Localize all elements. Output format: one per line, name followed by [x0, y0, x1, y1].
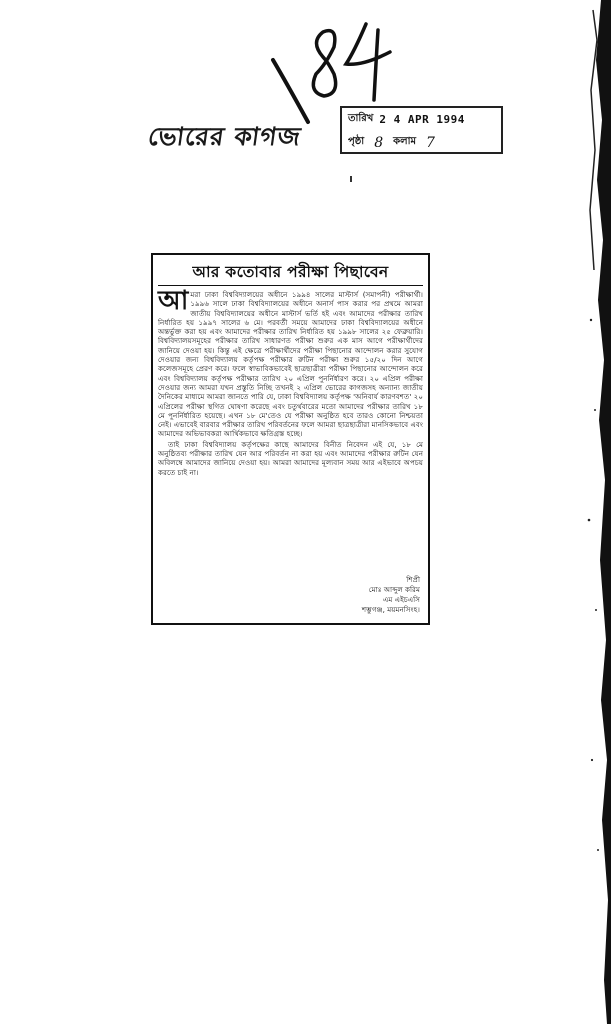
stamp-date-value: 2 4 APR 1994	[379, 113, 465, 126]
stamp-page-value: 8	[374, 134, 384, 151]
article-drop-cap: আ	[158, 286, 189, 316]
stamp-page-label: পৃষ্ঠা	[348, 136, 365, 147]
signature-address: শম্ভুগঞ্জ, ময়মনসিংহ।	[361, 605, 420, 614]
newspaper-clipping	[151, 253, 430, 625]
signature-degree: এম এইচএসি	[382, 595, 420, 604]
stamp-column-label: কলাম	[393, 136, 417, 147]
article-paragraph-2: তাই ঢাকা বিশ্ববিদ্যালয় কর্তৃপক্ষের কাছে আমাদের বিনীত নিবেদন এই যে, ১৮ মে অনুষ্ঠিতব্য পরীক্ষার তারিখ যেন আর পরিবর্তন না করা হয় এবং আমাদের পরীক্ষার রুটিন যেন অবিলম্বে আমাদের জানিয়ে দেওয়া হয়। আমরা আমাদের মূল্যবান সময় আর এইভাবে অপচয় করতে চাই না।	[158, 439, 423, 477]
article-body	[158, 286, 423, 477]
article-paragraph-1	[158, 286, 423, 439]
scan-edge-noise	[571, 0, 611, 1024]
date-stamp	[340, 106, 503, 154]
article-headline: আর কতোবার পরীক্ষা পিছাবেন	[158, 261, 423, 286]
signature-prefix: শিপ্রী	[406, 575, 420, 584]
letter-signature	[362, 575, 420, 615]
signature-name: মোঃ আব্দুল করিম	[368, 585, 420, 594]
stamp-date-label: তারিখ	[348, 113, 374, 124]
stamp-column-value: 7	[426, 134, 435, 151]
scan-speck	[350, 176, 352, 182]
article-paragraph-1-text: মরা ঢাকা বিশ্ববিদ্যালয়ের অধীনে ১৯৯৪ সালের মাস্টার্স (সমাপনী) পরীক্ষার্থী। ১৯৯৬ সালে ঢাকা বিশ্ববিদ্যালয়ের অধীনে অনার্স পাস করার পর প্রথমে আমরা জাতীয় বিশ্ববিদ্যালয়ের অধীনে মাস্টার্স ভর্তি হই এবং আমাদের পরীক্ষার তারিখ নির্ধারিত হয় ১৯৯৭ সালের ৬ মে। পরবর্তী সময়ে আমাদের ঢাকা বিশ্ববিদ্যালয়ের অধীনে অন্তর্ভুক্ত করা হয় এবং আমাদের পরীক্ষার তারিখ নির্ধারিত হয় ১৯৯৮ সালের ২৫ ফেব্রুয়ারি। বিশ্ববিদ্যালয়সমূহের পরীক্ষার তারিখ সাধারণত পরীক্ষা শুরুর এক মাস আগে পরীক্ষার্থীদের জানিয়ে দেওয়া হয়। কিন্তু এই ক্ষেত্রে পরীক্ষার্থীদের পরীক্ষা পিছানোর আন্দোলন করার সুযোগ দেওয়ার জন্য বিশ্ববিদ্যালয় কর্তৃপক্ষ পরীক্ষার রুটিন পরীক্ষা শুরুর ১৫/২০ দিন আগে কলেজসমূহে প্রেরণ করে। ফলে স্বাভাবিকভাবেই ছাত্রছাত্রীরা পরীক্ষা পিছানোর আন্দোলন করে এবং বিশ্ববিদ্যালয় কর্তৃপক্ষ পরীক্ষার তারিখ ২০ এপ্রিল পুনর্নির্ধারণ করে। ২০ এপ্রিল পরীক্ষা দেওয়ার জন্য আমরা যখন প্রস্তুতি নিচ্ছি তখনই ২ এপ্রিল ভোরের কাগজসহ অন্যান্য জাতীয় দৈনিকের মাধ্যমে আমরা জানতে পারি যে, ঢাকা বিশ্ববিদ্যালয় কর্তৃপক্ষ 'অনিবার্য কারণবশত' ২০ এপ্রিলের পরীক্ষা স্থগিত ঘোষণা করেছে এবং চতুর্থবারের মতো আমাদের পরীক্ষার তারিখ ১৮ মে পুনর্নির্ধারিত হয়েছে। এখন ১৮ মে'তেও যে পরীক্ষা অনুষ্ঠিত হবে তারও কোনো নিশ্চয়তা নেই। এভাবেই বারবার পরীক্ষার তারিখ পরিবর্তনের ফলে আমরা ছাত্রছাত্রীরা মানসিকভাবে এবং আমাদের অভিভাবকরা আর্থিকভাবে ক্ষতিগ্রস্ত হচ্ছে।	[158, 290, 423, 439]
newspaper-masthead: ভোরের কাগজ	[146, 122, 304, 151]
